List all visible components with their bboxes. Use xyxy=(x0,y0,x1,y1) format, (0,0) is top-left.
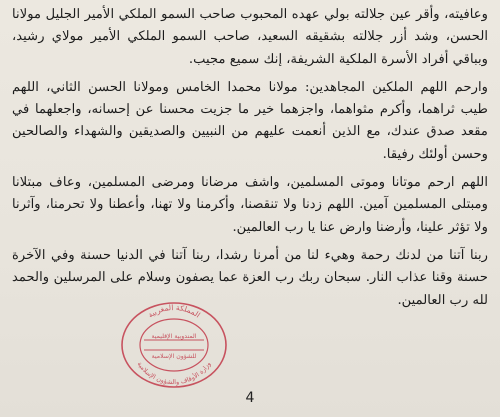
stamp-inner-line1: المندوبية الإقليمية xyxy=(151,333,197,340)
stamp-inner-line2: للشؤون الإسلامية xyxy=(151,353,197,360)
paragraph-1: وعافيته، وأقر عين جلالته بولي عهده المحبوب صاحب السمو الملكي الأمير الجليل مولانا الحسن، وشد أزر جلالته بشقيقه السعيد، صاحب السمو الملكي الأمير مولاي رشيد، وبباقي أفراد الأسرة الملكية الشريفة، إنك سميع مجيب. xyxy=(12,7,488,67)
paragraph-4: ربنا آتنا من لدنك رحمة وهيء لنا من أمرنا رشدا، ربنا آتنا في الدنيا حسنة وفي الآخرة حسنة وقنا عذاب النار. سبحان ربك رب العزة عما يصفون وسلام على المرسلين والحمد لله رب العالمين. xyxy=(12,247,488,308)
paragraph-3: اللهم ارحم موتانا وموتى المسلمين، واشف مرضانا ومرضى المسلمين، وعاف مبتلانا ومبتلى المسلمين آمين. اللهم زدنا ولا تنقصنا، وأكرمنا ولا تهنا، وأعطنا ولا تحرمنا، وآثرنا ولا تؤثر علينا، وأرضنا وارض عنا يا رب العالمين. xyxy=(12,175,488,235)
page-number: 4 xyxy=(245,390,255,406)
body-text xyxy=(12,4,488,318)
svg-text:وزارة الأوقاف والشؤون الإسلامي xyxy=(136,360,213,386)
stamp-bottom-text: وزارة الأوقاف والشؤون الإسلامية xyxy=(135,360,213,387)
official-stamp xyxy=(118,300,230,390)
stamp-outer-text: المملكة المغربية xyxy=(146,302,202,320)
paragraph-2: وارحم اللهم الملكين المجاهدين: مولانا محمدا الخامس ومولانا الحسن الثاني، اللهم طيب ثراهما، وأكرم مثواهما، واجزهما خير ما جزيت محسنا عن إحسانه، واجعلهما في مقعد صدق عندك، مع الذين أنعمت عليهم من النبيين والصديقين والشهداء والصالحين وحسن أولئك رفيقا. xyxy=(12,79,488,162)
